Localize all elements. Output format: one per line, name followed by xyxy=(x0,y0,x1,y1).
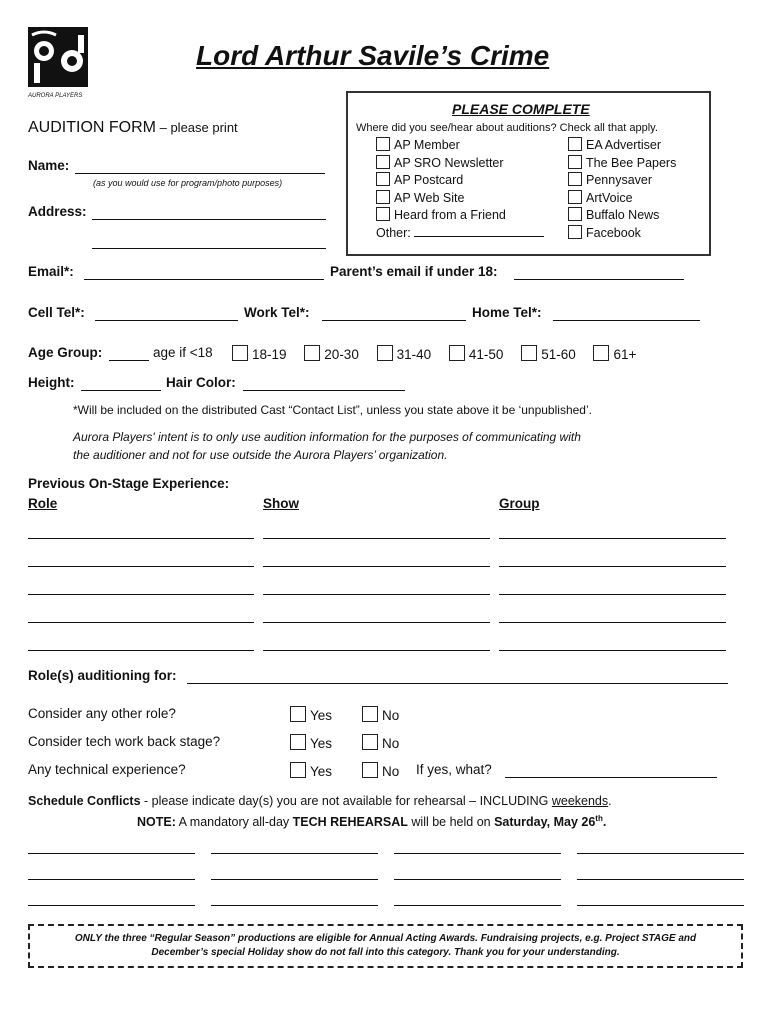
survey-option[interactable]: Buffalo News xyxy=(568,207,676,225)
logo xyxy=(28,27,90,97)
experience-role-line[interactable] xyxy=(28,622,254,623)
experience-show-line[interactable] xyxy=(263,650,490,651)
age-option[interactable]: 41-50 xyxy=(449,347,504,362)
checkbox[interactable] xyxy=(362,706,378,722)
home-tel-field[interactable] xyxy=(553,320,700,321)
age-option[interactable]: 61+ xyxy=(593,347,636,362)
schedule-line[interactable] xyxy=(394,879,561,880)
checkbox[interactable] xyxy=(568,172,582,186)
question-other-role: Consider any other role? xyxy=(28,706,176,721)
experience-show-line[interactable] xyxy=(263,594,490,595)
checkbox[interactable] xyxy=(377,345,393,361)
checkbox[interactable] xyxy=(568,155,582,169)
answer-no[interactable]: No xyxy=(362,706,399,723)
form-heading: AUDITION FORM – please print xyxy=(28,119,238,136)
checkbox[interactable] xyxy=(290,762,306,778)
experience-group-line[interactable] xyxy=(499,622,726,623)
survey-left-list xyxy=(376,137,506,225)
hair-color-field[interactable] xyxy=(243,390,405,391)
survey-option[interactable]: Heard from a Friend xyxy=(376,207,506,225)
checkbox[interactable] xyxy=(568,190,582,204)
checkbox[interactable] xyxy=(449,345,465,361)
experience-group-line[interactable] xyxy=(499,566,726,567)
aurora-players-logo-icon xyxy=(28,27,90,89)
intent-note-2: the auditioner and not for use outside the Aurora Players’ organization. xyxy=(73,448,448,462)
answer-yes[interactable]: Yes xyxy=(290,734,332,751)
home-tel-label: Home Tel*: xyxy=(472,305,542,320)
tech-rehearsal-note: NOTE: A mandatory all-day TECH REHEARSAL will be held on Saturday, May 26th. xyxy=(137,814,607,830)
address-label: Address: xyxy=(28,204,87,219)
survey-box xyxy=(346,91,711,256)
survey-option[interactable]: Pennysaver xyxy=(568,172,676,190)
column-group: Group xyxy=(499,496,540,511)
experience-show-line[interactable] xyxy=(263,566,490,567)
age-option[interactable]: 51-60 xyxy=(521,347,576,362)
survey-other: Other: xyxy=(376,226,544,240)
hair-color-label: Hair Color: xyxy=(166,375,236,390)
survey-title: PLEASE COMPLETE xyxy=(452,101,590,117)
name-label: Name: xyxy=(28,158,70,173)
survey-option[interactable]: AP Web Site xyxy=(376,190,506,208)
survey-option[interactable]: EA Advertiser xyxy=(568,137,676,155)
if-yes-label: If yes, what? xyxy=(416,762,492,777)
height-label: Height: xyxy=(28,375,75,390)
experience-role-line[interactable] xyxy=(28,538,254,539)
survey-option[interactable]: AP Postcard xyxy=(376,172,506,190)
column-role: Role xyxy=(28,496,58,511)
schedule-line[interactable] xyxy=(211,905,378,906)
survey-option[interactable]: ArtVoice xyxy=(568,190,676,208)
age-option[interactable]: 31-40 xyxy=(377,347,432,362)
schedule-line[interactable] xyxy=(28,879,195,880)
survey-option[interactable]: The Bee Papers xyxy=(568,155,676,173)
experience-group-line[interactable] xyxy=(499,650,726,651)
schedule-line[interactable] xyxy=(394,905,561,906)
schedule-line[interactable] xyxy=(577,853,744,854)
cell-tel-label: Cell Tel*: xyxy=(28,305,85,320)
experience-role-line[interactable] xyxy=(28,650,254,651)
answer-no[interactable]: No xyxy=(362,762,399,779)
schedule-line[interactable] xyxy=(28,905,195,906)
checkbox[interactable] xyxy=(290,734,306,750)
column-show: Show xyxy=(263,496,299,511)
checkbox[interactable] xyxy=(376,137,390,151)
survey-right-list xyxy=(568,137,676,242)
work-tel-field[interactable] xyxy=(322,320,466,321)
age-option[interactable]: 18-19 xyxy=(232,347,287,362)
intent-note-1: Aurora Players' intent is to only use audition information for the purposes of communicating with xyxy=(73,430,581,444)
checkbox[interactable] xyxy=(593,345,609,361)
experience-heading: Previous On-Stage Experience: xyxy=(28,476,230,491)
schedule-line[interactable] xyxy=(211,853,378,854)
footer-line-2: December’s special Holiday show do not fall into this category. Thank you for your understanding. xyxy=(151,947,620,958)
height-field[interactable] xyxy=(81,390,161,391)
answer-yes[interactable]: Yes xyxy=(290,706,332,723)
answer-yes[interactable]: Yes xyxy=(290,762,332,779)
experience-group-line[interactable] xyxy=(499,594,726,595)
schedule-line[interactable] xyxy=(577,879,744,880)
question-tech-work: Consider tech work back stage? xyxy=(28,734,221,749)
experience-group-line[interactable] xyxy=(499,538,726,539)
parent-email-field[interactable] xyxy=(514,279,684,280)
schedule-line[interactable] xyxy=(211,879,378,880)
logo-caption: AURORA PLAYERS xyxy=(28,93,83,99)
name-field[interactable] xyxy=(75,173,325,174)
roles-auditioning-label: Role(s) auditioning for: xyxy=(28,668,177,683)
checkbox[interactable] xyxy=(521,345,537,361)
answer-no[interactable]: No xyxy=(362,734,399,751)
survey-option[interactable]: AP SRO Newsletter xyxy=(376,155,506,173)
age-group-label: Age Group: xyxy=(28,345,103,360)
age-option[interactable]: 20-30 xyxy=(304,347,359,362)
survey-option[interactable]: Facebook xyxy=(568,225,676,243)
checkbox[interactable] xyxy=(362,762,378,778)
name-note: (as you would use for program/photo purposes) xyxy=(93,178,283,188)
schedule-line[interactable] xyxy=(577,905,744,906)
address-field-1[interactable] xyxy=(92,219,326,220)
page-title: Lord Arthur Savile’s Crime xyxy=(196,40,550,71)
age-field[interactable] xyxy=(109,360,149,361)
age-options xyxy=(232,345,636,362)
question-tech-experience: Any technical experience? xyxy=(28,762,186,777)
checkbox[interactable] xyxy=(362,734,378,750)
other-input-line[interactable] xyxy=(414,226,544,237)
schedule-conflicts: Schedule Conflicts - please indicate day(s) you are not available for rehearsal – INCLUDING weekends. xyxy=(28,794,612,808)
checkbox[interactable] xyxy=(376,207,390,221)
experience-show-line[interactable] xyxy=(263,622,490,623)
footer-notice xyxy=(28,924,743,968)
checkbox[interactable] xyxy=(376,155,390,169)
if-yes-field[interactable] xyxy=(505,777,717,778)
work-tel-label: Work Tel*: xyxy=(244,305,310,320)
checkbox[interactable] xyxy=(568,225,582,239)
checkbox[interactable] xyxy=(290,706,306,722)
schedule-line[interactable] xyxy=(28,853,195,854)
parent-email-label: Parent’s email if under 18: xyxy=(330,264,498,279)
experience-role-line[interactable] xyxy=(28,566,254,567)
survey-option[interactable]: AP Member xyxy=(376,137,506,155)
cell-tel-field[interactable] xyxy=(95,320,238,321)
experience-show-line[interactable] xyxy=(263,538,490,539)
checkbox[interactable] xyxy=(304,345,320,361)
experience-role-line[interactable] xyxy=(28,594,254,595)
checkbox[interactable] xyxy=(568,137,582,151)
address-field-2[interactable] xyxy=(92,248,326,249)
contact-note: *Will be included on the distributed Cast “Contact List”, unless you state above it be ‘unpublished’. xyxy=(73,403,592,417)
checkbox[interactable] xyxy=(232,345,248,361)
age-if-label: age if <18 xyxy=(153,345,213,360)
roles-auditioning-field[interactable] xyxy=(187,683,728,684)
checkbox[interactable] xyxy=(376,172,390,186)
email-field[interactable] xyxy=(84,279,324,280)
footer-line-1: ONLY the three “Regular Season” productions are eligible for Annual Acting Awards. Fundraising projects, e.g. Project STAGE and xyxy=(74,933,697,944)
survey-prompt: Where did you see/hear about auditions? Check all that apply. xyxy=(356,122,658,134)
email-label: Email*: xyxy=(28,264,74,279)
checkbox[interactable] xyxy=(568,207,582,221)
schedule-line[interactable] xyxy=(394,853,561,854)
checkbox[interactable] xyxy=(376,190,390,204)
